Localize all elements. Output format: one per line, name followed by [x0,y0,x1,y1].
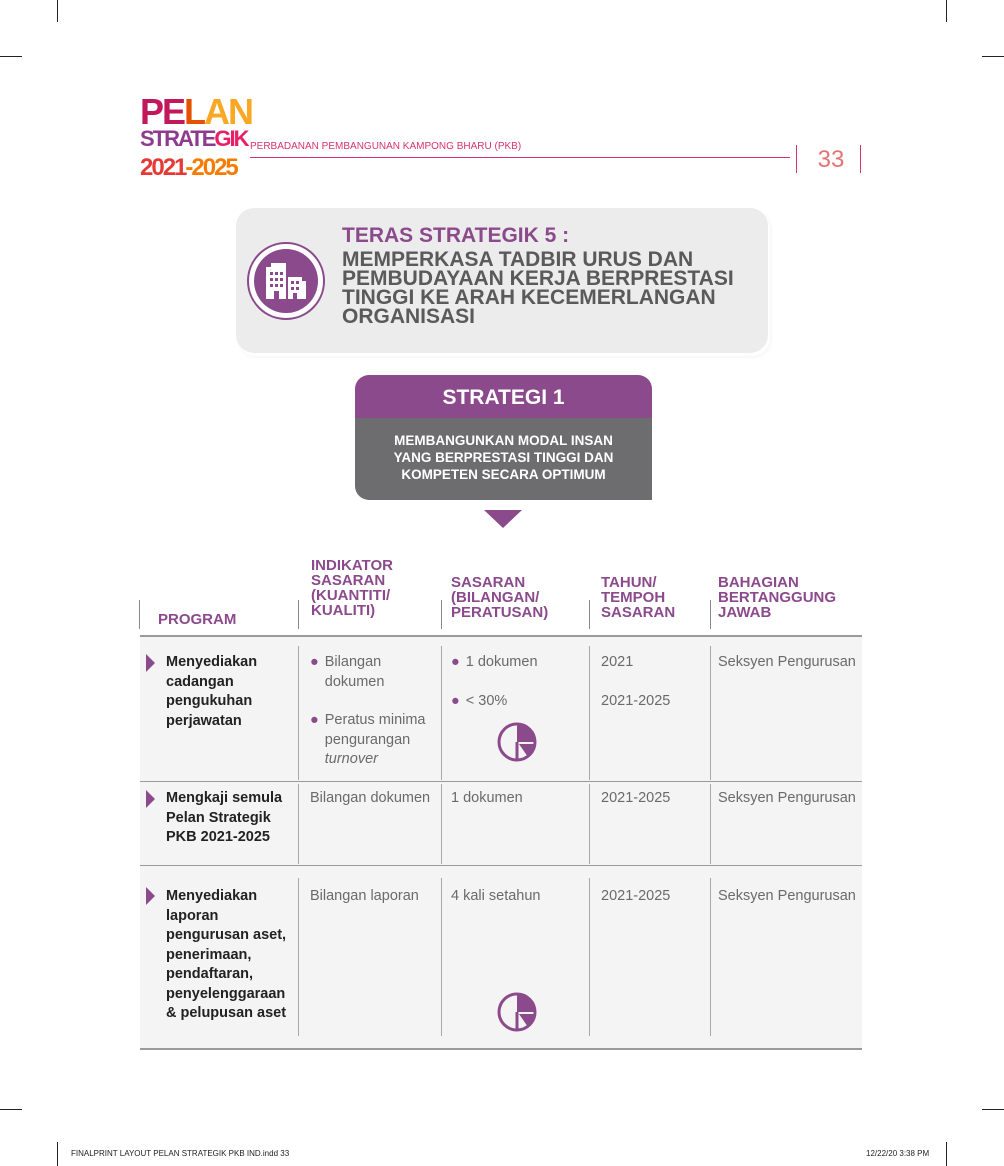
row-marker-icon [146,887,155,905]
crop-mark [946,0,947,22]
column-divider [589,646,590,780]
bullet-icon: ● [310,712,319,728]
crop-mark [57,1142,58,1166]
column-divider [589,784,590,864]
strategy-description: MEMBANGUNKAN MODAL INSAN YANG BERPRESTASI TINGGI DAN KOMPETEN SECARA OPTIMUM [355,418,652,500]
row-marker-icon [146,654,155,672]
program-cell: Mengkaji semula Pelan Strategik PKB 2021-2025 [166,790,283,845]
tahun-cell: 2021-2025 [601,790,671,806]
organization-name: PERBADANAN PEMBANGUNAN KAMPONG BHARU (PKB) [250,141,522,152]
indikator-cell: Bilangan dokumen [310,790,431,806]
crop-mark [982,1109,1004,1110]
bahagian-cell: Seksyen Pengurusan [718,888,856,904]
column-divider [710,646,711,780]
strategy-title: STRATEGI 1 [355,375,652,418]
teras-title: TERAS STRATEGIK 5 : [342,224,570,247]
header-divider [441,600,442,629]
tahun-cell: 2021 2021-2025 [601,654,671,709]
header-tahun: TAHUN/ TEMPOH SASARAN [601,574,676,621]
row-divider [140,865,862,866]
crop-mark [57,0,58,22]
down-arrow-icon [484,510,522,528]
column-divider [298,878,299,1036]
program-cell: Menyediakan laporan pengurusan aset, penerimaan, pendaftaran, penyelenggaraan & pelupusan aset [166,888,287,1021]
column-divider [298,784,299,864]
row-divider [140,635,862,637]
crop-mark [982,56,1004,57]
row-marker-icon [146,790,155,808]
column-divider [298,646,299,780]
header-divider [589,600,590,629]
pie-chart-icon [495,720,539,764]
sasaran-cell: ● 1 dokumen ● < 30% [451,653,538,711]
bahagian-cell: Seksyen Pengurusan [718,790,856,806]
header-indikator: INDIKATOR SASARAN (KUANTITI/ KUALITI) [311,557,393,619]
column-divider [441,878,442,1036]
header-bahagian: BAHAGIAN BERTANGGUNG JAWAB [718,574,837,621]
header-divider [298,600,299,629]
column-divider [441,646,442,780]
bullet-icon: ● [310,654,319,670]
crop-mark [946,1142,947,1166]
program-cell: Menyediakan cadangan pengukuhan perjawatan [166,654,258,729]
pelan-strategik-logo: PELAN STRATEGIK 2021-2025 [140,91,253,181]
header-sasaran: SASARAN (BILANGAN/ PERATUSAN) [451,574,549,621]
footer-timestamp: 12/22/20 3:38 PM [866,1149,930,1158]
column-divider [589,878,590,1036]
pie-chart-icon [495,990,539,1034]
header-divider [860,145,861,173]
teras-subtitle: MEMPERKASA TADBIR URUS DAN PEMBUDAYAAN KERJA BERPRESTASI TINGGI KE ARAH KECEMERLANGAN ORGANISASI [342,248,734,328]
row-divider [140,1048,862,1050]
header-divider [139,600,140,629]
header-divider [796,145,797,173]
crop-mark [0,1109,22,1110]
bullet-icon: ● [451,654,460,670]
header-program: PROGRAM [158,611,237,628]
column-divider [710,878,711,1036]
column-divider [441,784,442,864]
column-divider [710,784,711,864]
tahun-cell: 2021-2025 [601,888,671,904]
sasaran-cell: 1 dokumen [451,790,523,806]
bullet-icon: ● [451,692,460,709]
row-divider [140,781,862,782]
crop-mark [0,56,22,57]
header-divider [710,600,711,629]
footer-filename: FINALPRINT LAYOUT PELAN STRATEGIK PKB IND.indd 33 [71,1149,290,1158]
page-number: 33 [817,146,845,173]
buildings-icon [254,249,318,313]
indikator-cell: ● Bilangan dokumen ● Peratus minima pengurangan turnover [310,653,435,770]
header-divider [250,157,790,158]
indikator-cell: Bilangan laporan [310,888,419,904]
bahagian-cell: Seksyen Pengurusan [718,654,856,670]
sasaran-cell: 4 kali setahun [451,888,541,904]
